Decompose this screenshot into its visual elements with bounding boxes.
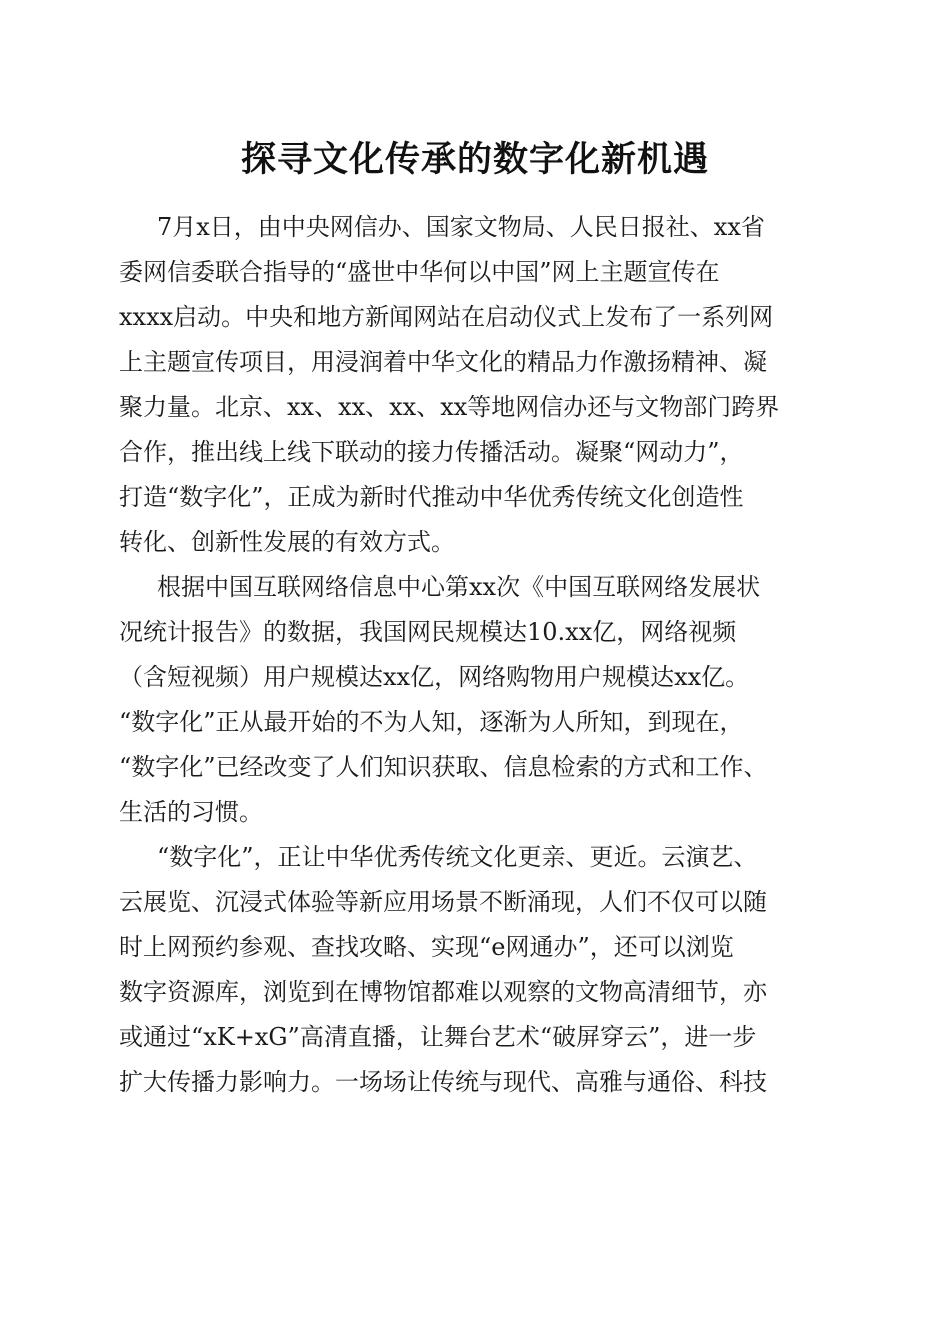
text-line: 或通过“xK+xG”高清直播，让舞台艺术“破屏穿云”，进一步	[119, 1023, 757, 1051]
text-line: 生活的习惯。	[119, 798, 263, 826]
paragraph-2	[119, 565, 849, 835]
text-line: 聚力量。北京、xx、xx、xx、xx等地网信办还与文物部门跨界	[119, 393, 780, 421]
text-line: 根据中国互联网络信息中心第xx次《中国互联网络发展状	[157, 573, 761, 601]
text-line: 数字资源库，浏览到在博物馆都难以观察的文物高清细节，亦	[119, 978, 767, 1006]
text-line: 扩大传播力影响力。一场场让传统与现代、高雅与通俗、科技	[119, 1068, 767, 1096]
text-line: 况统计报告》的数据，我国网民规模达10.xx亿，网络视频	[119, 618, 737, 646]
text-line: 云展览、沉浸式体验等新应用场景不断涌现，人们不仅可以随	[119, 888, 767, 916]
text-line: 合作，推出线上线下联动的接力传播活动。凝聚“网动力”，	[119, 438, 744, 466]
text-line: “数字化”已经改变了人们知识获取、信息检索的方式和工作、	[119, 753, 768, 781]
document-body	[119, 205, 849, 1105]
text-line: 打造“数字化”，正成为新时代推动中华优秀传统文化创造性	[119, 483, 744, 511]
paragraph-3	[119, 835, 849, 1105]
text-line: “数字化”，正让中华优秀传统文化更亲、更近。云演艺、	[157, 843, 758, 871]
text-line: 上主题宣传项目，用浸润着中华文化的精品力作激扬精神、凝	[119, 348, 767, 376]
text-line: （含短视频）用户规模达xx亿，网络购物用户规模达xx亿。	[119, 663, 750, 691]
text-line: “数字化”正从最开始的不为人知，逐渐为人所知，到现在，	[119, 708, 744, 736]
text-line: xxxx启动。中央和地方新闻网站在启动仪式上发布了一系列网	[119, 303, 774, 331]
document-title: 探寻文化传承的数字化新机遇	[240, 139, 709, 180]
paragraph-1	[119, 205, 849, 565]
text-line: 7月x日，由中央网信办、国家文物局、人民日报社、xx省	[157, 213, 765, 241]
text-line: 委网信委联合指导的“盛世中华何以中国”网上主题宣传在	[119, 258, 720, 286]
text-line: 时上网预约参观、查找攻略、实现“e网通办”，还可以浏览	[119, 933, 734, 961]
text-line: 转化、创新性发展的有效方式。	[119, 528, 455, 556]
